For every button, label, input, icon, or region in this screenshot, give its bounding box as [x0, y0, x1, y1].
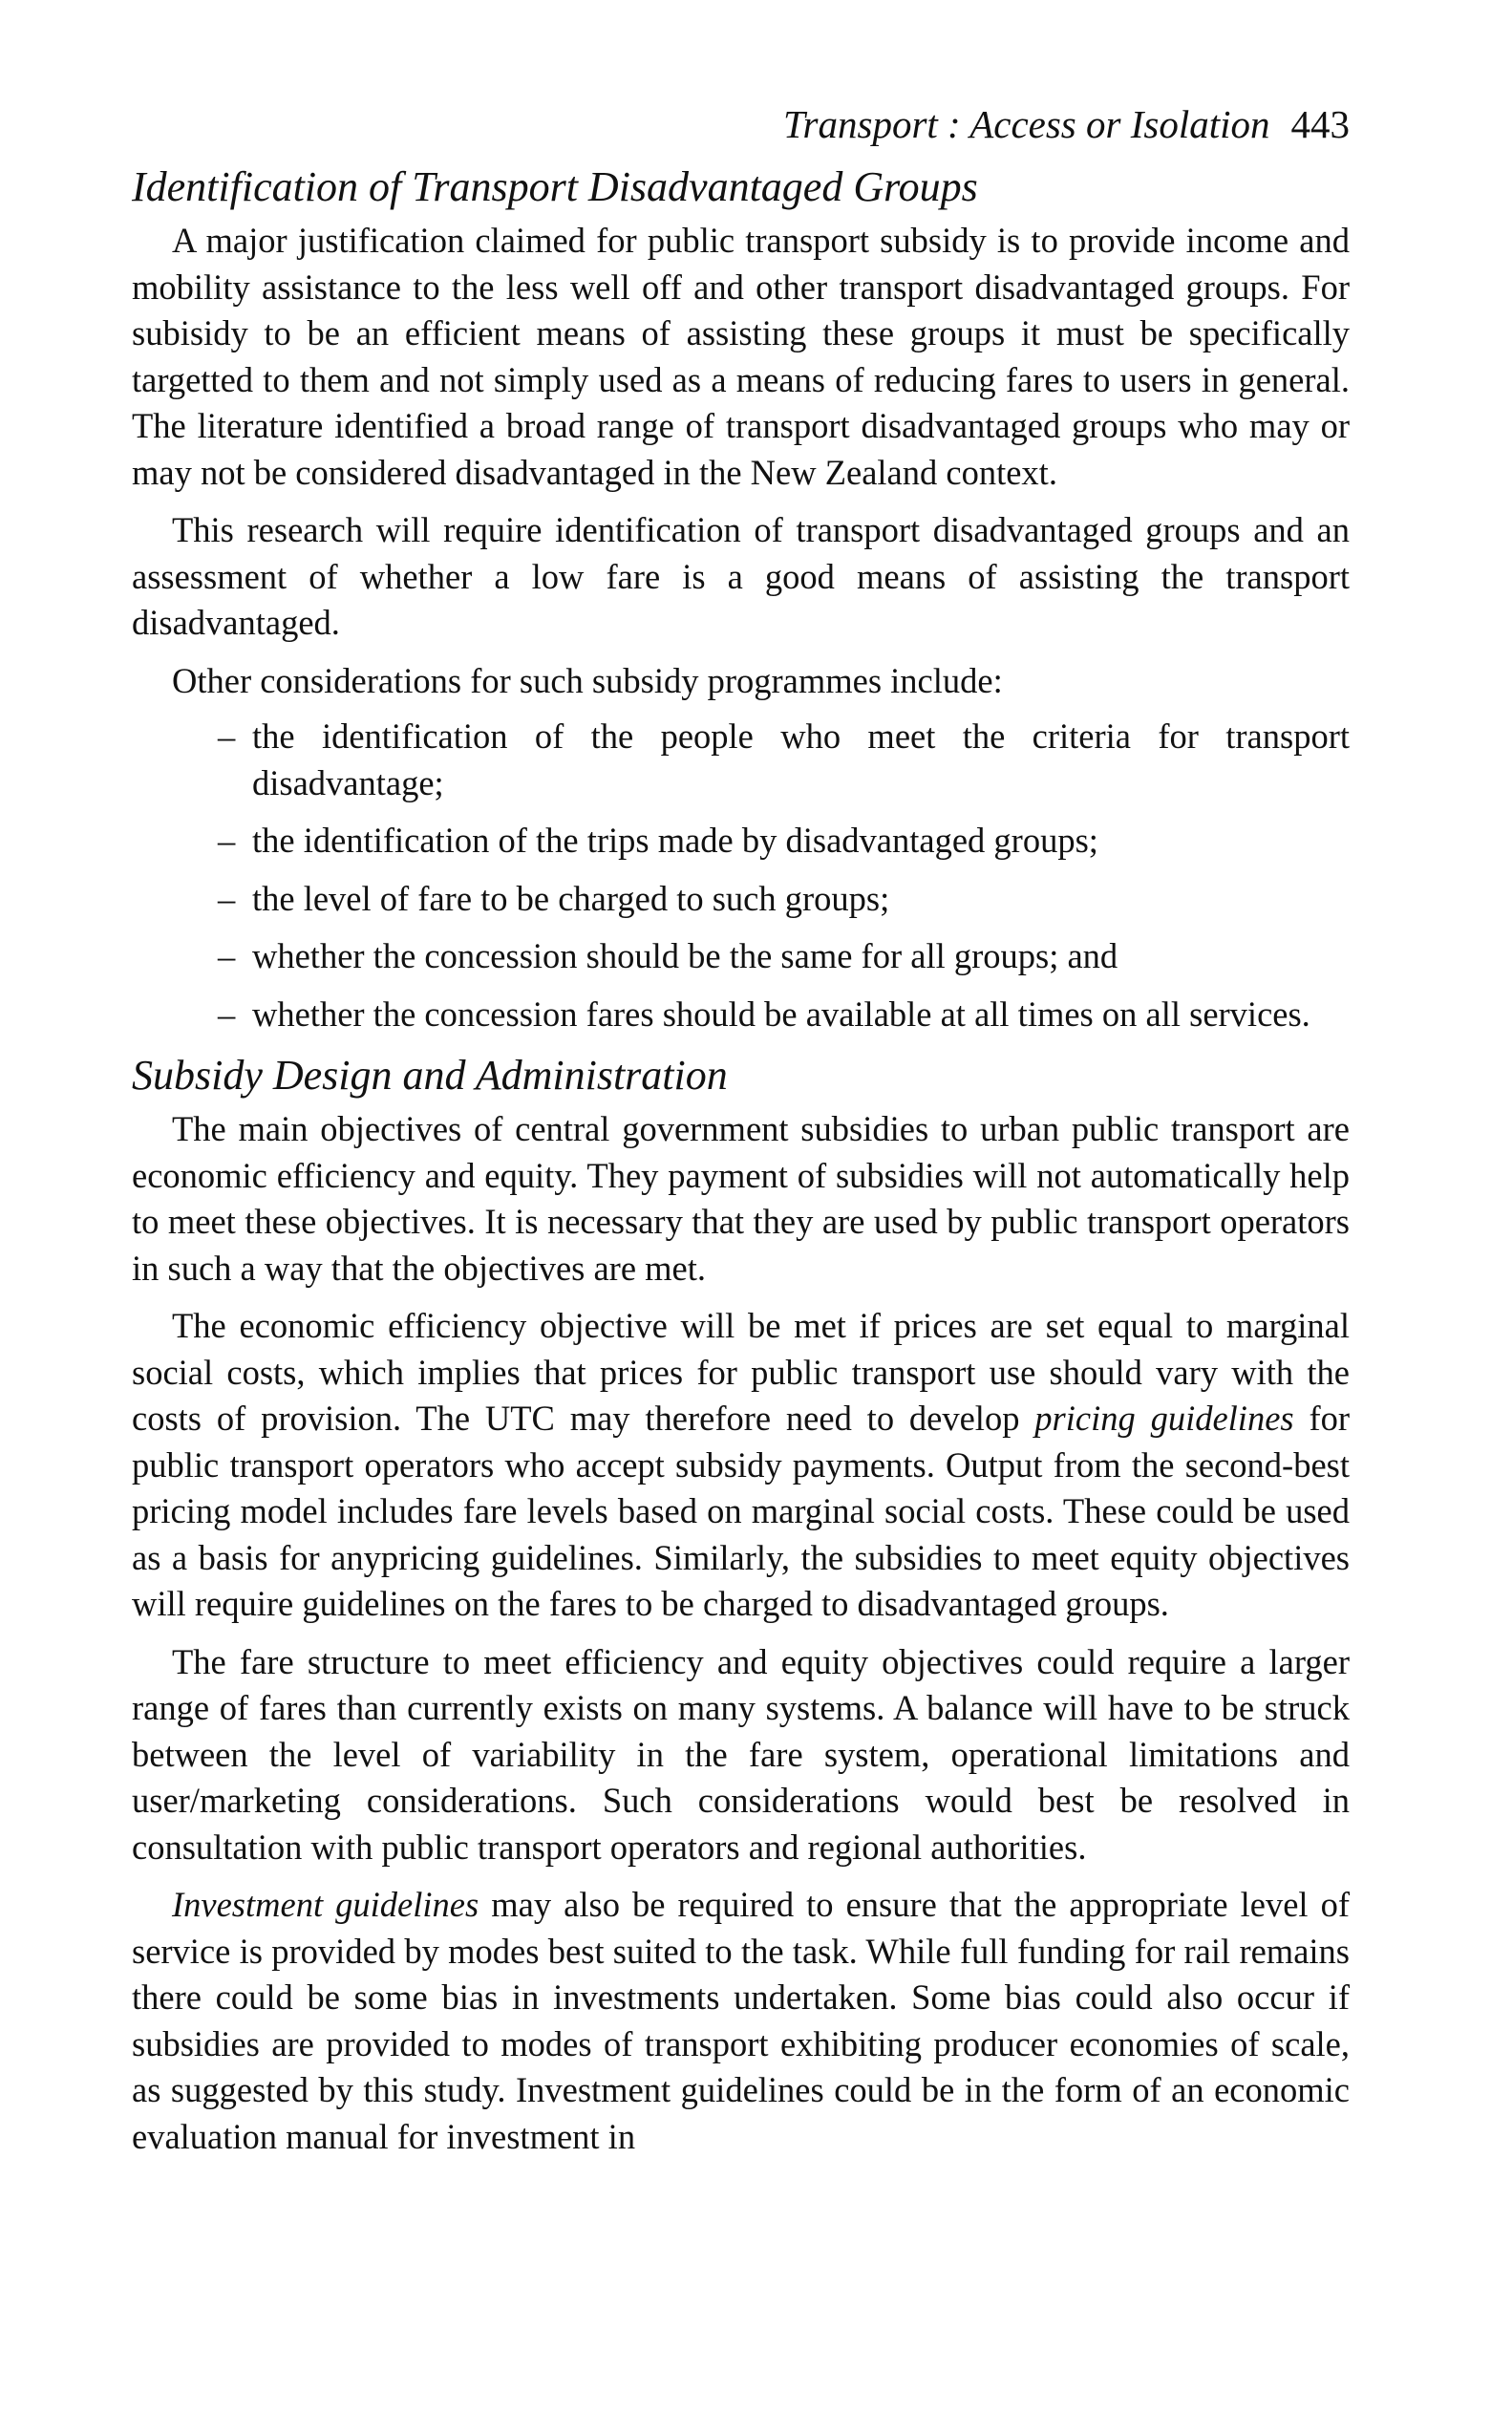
- dash-marker: –: [218, 716, 236, 756]
- considerations-list: [132, 714, 1350, 1037]
- list-item: [132, 992, 1350, 1038]
- paragraph: The main objectives of central government subsidies to urban public transport are economic efficiency and equity. They payment of subsidies will not automatically help to meet these objectives. It is necessary that they are used by public transport operators in such a way that the objectives are met.: [132, 1109, 1350, 1288]
- list-item: [132, 876, 1350, 923]
- running-head: [132, 96, 1350, 153]
- page-number: 443: [1290, 102, 1350, 146]
- paragraph: [132, 1882, 1350, 2160]
- list-item-text: the identification of the people who meet the criteria for transport disadvantage;: [252, 716, 1350, 802]
- paragraph-text: may also be required to ensure that the appropriate level of service is provided by modes best suited to the task. While full funding for rail remains there could be some bias in investments undertaken. Some bias could also occur if subsidies are provided to modes of transport exhibiting producer economies of scale, as suggested by this study. Investment guidelines could be in the form of an economic evaluation manual for investment in: [132, 1885, 1350, 2156]
- paragraph: Other considerations for such subsidy programmes include:: [172, 660, 1003, 700]
- list-item: [132, 933, 1350, 980]
- section-heading-disadvantaged-groups: Identification of Transport Disadvantaged Groups: [132, 163, 978, 210]
- book-page: [132, 96, 1350, 2160]
- emphasis-investment-guidelines: Investment guidelines: [172, 1885, 479, 1924]
- running-title: Transport : Access or Isolation: [783, 102, 1270, 146]
- paragraph: The fare structure to meet efficiency and equity objectives could require a larger range of fares than currently exists on many systems. A balance will have to be struck between the level of variability in the fare system, operational limitations and user/marketing considerations. Such considerations would best be resolved in consultation with public transport operators and regional authorities.: [132, 1641, 1350, 1867]
- dash-marker: –: [218, 994, 236, 1034]
- paragraph: [132, 1303, 1350, 1628]
- dash-marker: –: [218, 878, 236, 918]
- list-item-text: the level of fare to be charged to such groups;: [252, 878, 890, 918]
- list-item: [132, 818, 1350, 865]
- dash-marker: –: [218, 936, 236, 975]
- section-heading-subsidy-design: Subsidy Design and Administration: [132, 1052, 728, 1099]
- list-item: [132, 714, 1350, 806]
- paragraph: A major justification claimed for public transport subsidy is to provide income and mobility assistance to the less well off and other transport disadvantaged groups. For subisidy to be an efficient means of assisting these groups it must be specifically targetted to them and not simply used as a means of reducing fares to users in general. The literature identified a broad range of transport disadvantaged groups who may or may not be considered disadvantaged in the New Zealand context.: [132, 221, 1350, 492]
- list-item-text: whether the concession should be the same for all groups; and: [252, 936, 1118, 975]
- list-item-text: whether the concession fares should be available at all times on all services.: [252, 994, 1310, 1034]
- paragraph-text: The economic efficiency objective will be met if prices are set equal to marginal social costs, which implies that prices for public transport use should vary with the costs of provision. The UTC may therefore need to develop: [132, 1306, 1350, 1438]
- dash-marker: –: [218, 821, 236, 860]
- list-item-text: the identification of the trips made by disadvantaged groups;: [252, 821, 1098, 860]
- paragraph-text: for public transport operators who accept subsidy payments. Output from the second-best pricing model includes fare levels based on marginal social costs. These could be used as a basis for anypricing guidelines. Similarly, the subsidies to meet equity objectives will require guidelines on the fares to be charged to disadvantaged groups.: [132, 1399, 1351, 1623]
- paragraph: This research will require identification of transport disadvantaged groups and an assessment of whether a low fare is a good means of assisting the transport disadvantaged.: [132, 510, 1350, 642]
- emphasis-pricing-guidelines: pricing guidelines: [1034, 1399, 1294, 1438]
